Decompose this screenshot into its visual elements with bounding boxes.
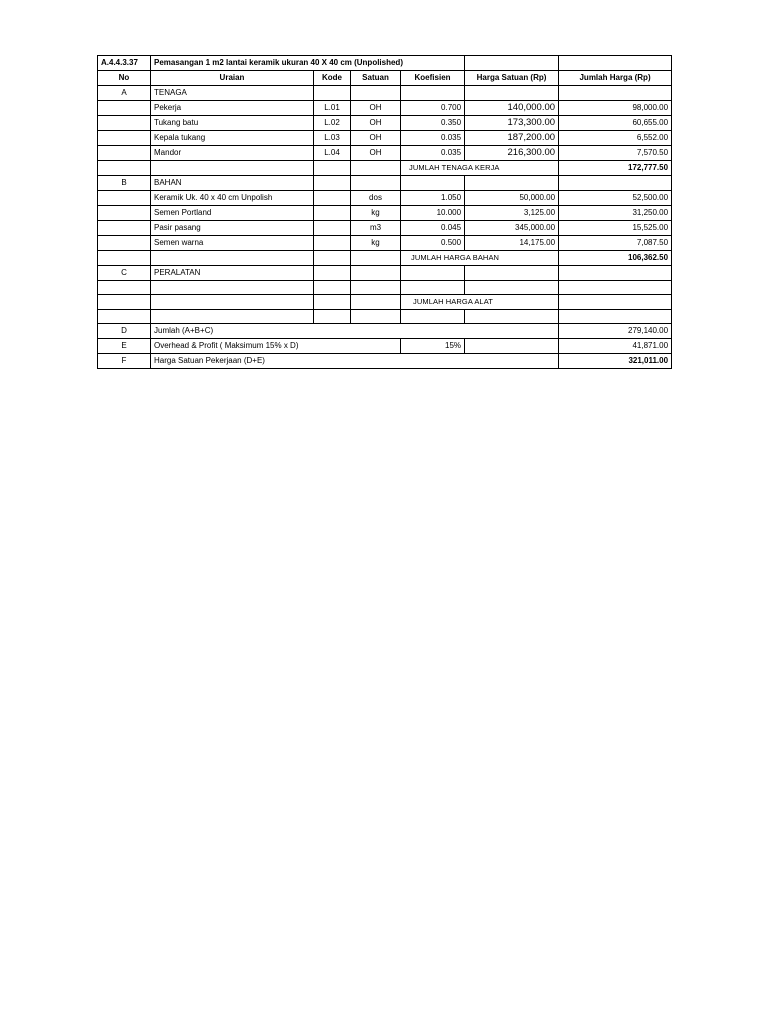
empty-cell xyxy=(351,310,401,324)
section-no: C xyxy=(98,266,151,281)
uraian-cell: Semen warna xyxy=(151,236,314,251)
harga-cell: 173,300.00 xyxy=(465,116,559,131)
empty-cell xyxy=(351,281,401,295)
kode-cell xyxy=(314,221,351,236)
empty-cell xyxy=(351,295,401,310)
empty-cell xyxy=(465,56,559,71)
empty-cell xyxy=(401,266,465,281)
uraian-cell: Pekerja xyxy=(151,101,314,116)
empty-cell xyxy=(559,56,672,71)
empty-cell xyxy=(351,86,401,101)
table-row xyxy=(98,310,672,324)
uraian-cell: Semen Portland xyxy=(151,206,314,221)
empty-cell xyxy=(314,266,351,281)
jumlah-cell: 98,000.00 xyxy=(559,101,672,116)
koefisien-cell: 0.700 xyxy=(401,101,465,116)
empty-cell xyxy=(314,295,351,310)
uraian-cell: Kepala tukang xyxy=(151,131,314,146)
empty-cell xyxy=(401,310,465,324)
empty-cell xyxy=(98,221,151,236)
summary-percent: 15% xyxy=(401,339,465,354)
jumlah-cell: 31,250.00 xyxy=(559,206,672,221)
empty-cell xyxy=(465,266,559,281)
empty-cell xyxy=(401,176,465,191)
kode-cell xyxy=(314,236,351,251)
summary-no: D xyxy=(98,324,151,339)
empty-cell xyxy=(465,281,559,295)
uraian-cell: Keramik Uk. 40 x 40 cm Unpolish xyxy=(151,191,314,206)
harga-cell: 3,125.00 xyxy=(465,206,559,221)
item-code: A.4.4.3.37 xyxy=(98,56,151,71)
table-row xyxy=(98,221,672,236)
section-no: B xyxy=(98,176,151,191)
section-label: BAHAN xyxy=(151,176,314,191)
empty-cell xyxy=(98,131,151,146)
empty-cell xyxy=(559,266,672,281)
empty-cell xyxy=(465,339,559,354)
summary-row-d xyxy=(98,324,672,339)
summary-no: E xyxy=(98,339,151,354)
empty-cell xyxy=(314,86,351,101)
satuan-cell: kg xyxy=(351,206,401,221)
harga-cell: 50,000.00 xyxy=(465,191,559,206)
summary-label: Overhead & Profit ( Maksimum 15% x D) xyxy=(151,339,401,354)
empty-cell xyxy=(351,266,401,281)
empty-cell xyxy=(98,236,151,251)
uraian-cell: Pasir pasang xyxy=(151,221,314,236)
table-row xyxy=(98,236,672,251)
uraian-cell: Tukang batu xyxy=(151,116,314,131)
jumlah-cell: 15,525.00 xyxy=(559,221,672,236)
ahs-table xyxy=(97,55,672,369)
empty-cell xyxy=(401,86,465,101)
kode-cell xyxy=(314,191,351,206)
col-header-uraian: Uraian xyxy=(151,71,314,86)
title-row xyxy=(98,56,672,71)
kode-cell: L.03 xyxy=(314,131,351,146)
section-no: A xyxy=(98,86,151,101)
empty-cell xyxy=(559,281,672,295)
kode-cell: L.02 xyxy=(314,116,351,131)
empty-cell xyxy=(98,310,151,324)
empty-cell xyxy=(314,281,351,295)
harga-cell: 14,175.00 xyxy=(465,236,559,251)
empty-cell xyxy=(559,86,672,101)
empty-cell xyxy=(351,176,401,191)
subtotal-value xyxy=(559,295,672,310)
item-title: Pemasangan 1 m2 lantai keramik ukuran 40 X 40 cm (Unpolished) xyxy=(151,56,465,71)
empty-cell xyxy=(98,161,151,176)
subtotal-label: JUMLAH HARGA BAHAN xyxy=(401,251,559,266)
empty-cell xyxy=(465,310,559,324)
satuan-cell: dos xyxy=(351,191,401,206)
col-header-kode: Kode xyxy=(314,71,351,86)
empty-cell xyxy=(559,176,672,191)
subtotal-label: JUMLAH HARGA ALAT xyxy=(401,295,559,310)
empty-cell xyxy=(98,281,151,295)
satuan-cell: kg xyxy=(351,236,401,251)
section-row-tenaga xyxy=(98,86,672,101)
table-row xyxy=(98,206,672,221)
empty-cell xyxy=(465,176,559,191)
kode-cell: L.01 xyxy=(314,101,351,116)
table-row xyxy=(98,101,672,116)
kode-cell xyxy=(314,206,351,221)
empty-cell xyxy=(559,310,672,324)
subtotal-row-tenaga xyxy=(98,161,672,176)
empty-cell xyxy=(98,206,151,221)
summary-label: Harga Satuan Pekerjaan (D+E) xyxy=(151,354,559,369)
empty-cell xyxy=(401,281,465,295)
koefisien-cell: 0.045 xyxy=(401,221,465,236)
jumlah-cell: 7,087.50 xyxy=(559,236,672,251)
col-header-jumlah-harga: Jumlah Harga (Rp) xyxy=(559,71,672,86)
satuan-cell: OH xyxy=(351,146,401,161)
satuan-cell: m3 xyxy=(351,221,401,236)
empty-cell xyxy=(98,191,151,206)
summary-value: 41,871.00 xyxy=(559,339,672,354)
koefisien-cell: 0.035 xyxy=(401,146,465,161)
empty-cell xyxy=(151,310,314,324)
table-row xyxy=(98,146,672,161)
empty-cell xyxy=(151,161,314,176)
summary-row-e xyxy=(98,339,672,354)
empty-cell xyxy=(151,251,314,266)
empty-cell xyxy=(98,101,151,116)
empty-cell xyxy=(98,116,151,131)
col-header-koefisien: Koefisien xyxy=(401,71,465,86)
subtotal-label: JUMLAH TENAGA KERJA xyxy=(401,161,559,176)
col-header-no: No xyxy=(98,71,151,86)
satuan-cell: OH xyxy=(351,116,401,131)
harga-cell: 345,000.00 xyxy=(465,221,559,236)
uraian-cell: Mandor xyxy=(151,146,314,161)
jumlah-cell: 6,552.00 xyxy=(559,131,672,146)
jumlah-cell: 60,655.00 xyxy=(559,116,672,131)
subtotal-value: 106,362.50 xyxy=(559,251,672,266)
empty-cell xyxy=(98,295,151,310)
empty-cell xyxy=(351,251,401,266)
koefisien-cell: 0.350 xyxy=(401,116,465,131)
section-row-peralatan xyxy=(98,266,672,281)
table-row xyxy=(98,131,672,146)
harga-cell: 140,000.00 xyxy=(465,101,559,116)
summary-value: 279,140.00 xyxy=(559,324,672,339)
empty-cell xyxy=(351,161,401,176)
table-row xyxy=(98,191,672,206)
koefisien-cell: 0.500 xyxy=(401,236,465,251)
empty-cell xyxy=(98,146,151,161)
subtotal-value: 172,777.50 xyxy=(559,161,672,176)
satuan-cell: OH xyxy=(351,101,401,116)
table-row xyxy=(98,281,672,295)
summary-row-f xyxy=(98,354,672,369)
header-row xyxy=(98,71,672,86)
summary-no: F xyxy=(98,354,151,369)
empty-cell xyxy=(314,310,351,324)
jumlah-cell: 52,500.00 xyxy=(559,191,672,206)
section-label: TENAGA xyxy=(151,86,314,101)
section-label: PERALATAN xyxy=(151,266,314,281)
subtotal-row-bahan xyxy=(98,251,672,266)
jumlah-cell: 7,570.50 xyxy=(559,146,672,161)
koefisien-cell: 0.035 xyxy=(401,131,465,146)
summary-label: Jumlah (A+B+C) xyxy=(151,324,559,339)
empty-cell xyxy=(151,281,314,295)
satuan-cell: OH xyxy=(351,131,401,146)
subtotal-row-peralatan xyxy=(98,295,672,310)
section-row-bahan xyxy=(98,176,672,191)
empty-cell xyxy=(314,176,351,191)
empty-cell xyxy=(98,251,151,266)
empty-cell xyxy=(314,161,351,176)
summary-value: 321,011.00 xyxy=(559,354,672,369)
table-row xyxy=(98,116,672,131)
harga-cell: 187,200.00 xyxy=(465,131,559,146)
col-header-harga-satuan: Harga Satuan (Rp) xyxy=(465,71,559,86)
koefisien-cell: 1.050 xyxy=(401,191,465,206)
koefisien-cell: 10.000 xyxy=(401,206,465,221)
empty-cell xyxy=(314,251,351,266)
kode-cell: L.04 xyxy=(314,146,351,161)
empty-cell xyxy=(465,86,559,101)
harga-cell: 216,300.00 xyxy=(465,146,559,161)
empty-cell xyxy=(151,295,314,310)
col-header-satuan: Satuan xyxy=(351,71,401,86)
